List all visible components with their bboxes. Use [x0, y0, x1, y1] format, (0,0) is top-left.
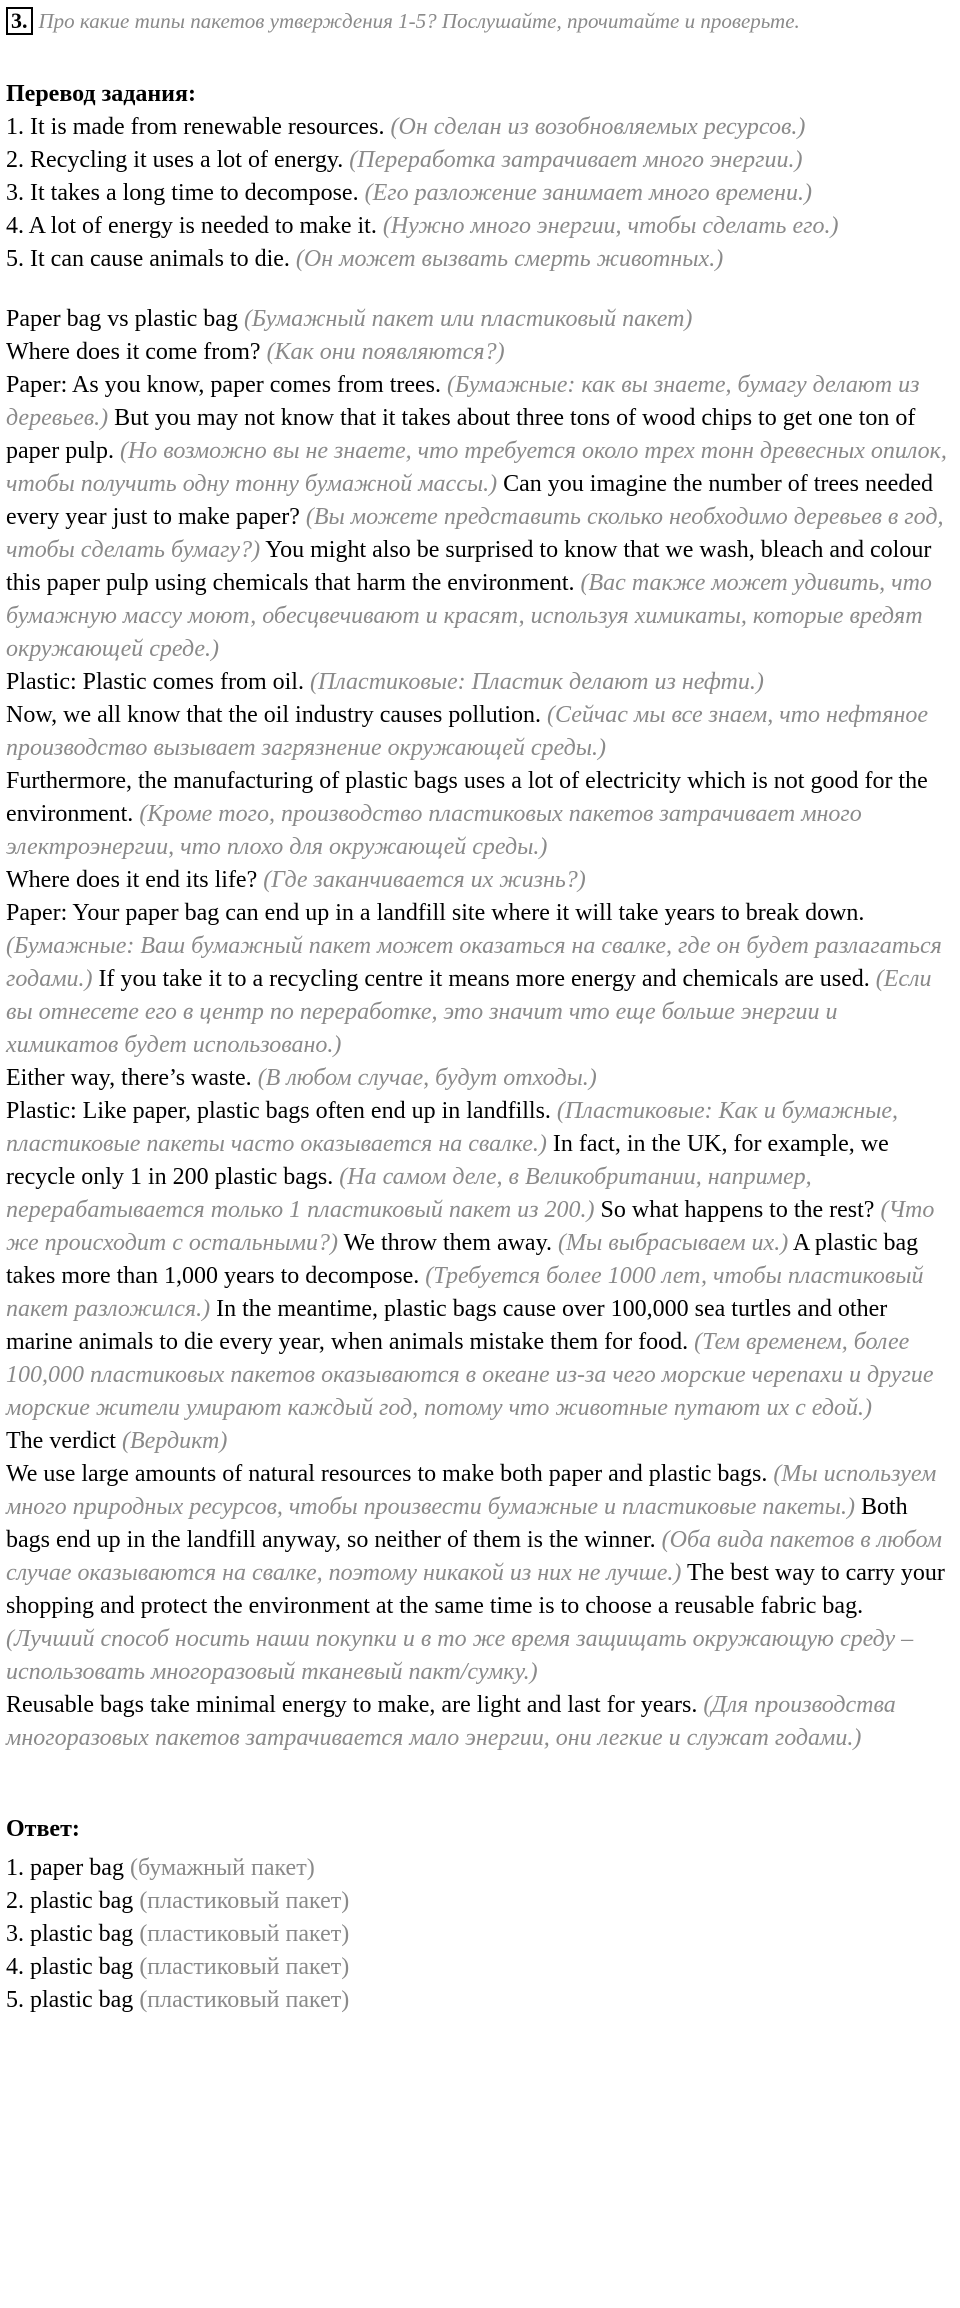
paragraph — [6, 1458, 954, 1689]
english-text: Plastic: Like paper, plastic bags often end up in landfills. — [6, 1098, 551, 1124]
english-text: Reusable bags take minimal energy to make, are light and last for years. — [6, 1692, 698, 1718]
english-text: Can you imagine the number of trees needed every year just to make paper? — [6, 471, 933, 530]
paragraph — [6, 897, 954, 1062]
section-heading — [6, 864, 954, 897]
english-text: In fact, in the UK, for example, we recycle only 1 in 200 plastic bags. — [6, 1131, 889, 1190]
english-text: 2. plastic bag — [6, 1888, 134, 1914]
english-text: Plastic: Plastic comes from oil. — [6, 669, 304, 695]
english-text: 1. It is made from renewable resources. — [6, 114, 385, 140]
paragraph — [6, 1689, 954, 1755]
translation-item — [6, 144, 954, 177]
english-text: 5. plastic bag — [6, 1987, 134, 2013]
english-text: Both bags end up in the landfill anyway, so neither of them is the winner. — [6, 1494, 908, 1553]
english-text: 2. Recycling it uses a lot of energy. — [6, 147, 344, 173]
english-text: If you take it to a recycling centre it means more energy and chemicals are used. — [98, 966, 870, 992]
russian-translation: (Вас также может удивить, что бумажную массу моют, обесцвечивают и красят, используя химикаты, которые вредят окружающей среде.) — [6, 570, 932, 662]
paragraph — [6, 1095, 954, 1425]
english-text: 1. paper bag — [6, 1855, 124, 1881]
answer-item — [6, 1852, 954, 1885]
article-text — [6, 303, 954, 1755]
english-text: 4. A lot of energy is needed to make it. — [6, 213, 377, 239]
english-text: Paper: As you know, paper comes from trees. — [6, 372, 441, 398]
translation-item — [6, 210, 954, 243]
russian-translation: (пластиковый пакет) — [139, 1921, 350, 1947]
russian-translation: (Вердикт) — [121, 1428, 228, 1454]
russian-translation: (Сейчас мы все знаем, что нефтяное производство вызывает загрязнение окружающей среды.) — [6, 702, 929, 761]
english-text: We use large amounts of natural resources to make both paper and plastic bags. — [6, 1461, 768, 1487]
task-instruction: Про какие типы пакетов утверждения 1-5? Послушайте, прочитайте и проверьте. — [38, 9, 800, 33]
russian-translation: (На самом деле, в Великобритании, например, перерабатывается только 1 пластиковый пакет из 200.) — [6, 1164, 812, 1223]
russian-translation: (Но возможно вы не знаете, что требуется около трех тонн древесных опилок, чтобы получить одну тонну бумажной массы.) — [6, 438, 947, 497]
section-heading — [6, 336, 954, 369]
russian-translation: (В любом случае, будут отходы.) — [257, 1065, 597, 1091]
task-number: 3. — [6, 7, 33, 35]
english-text: Furthermore, the manufacturing of plastic bags uses a lot of electricity which is not good for the environment. — [6, 768, 928, 827]
russian-translation: (Мы выбрасываем их.) — [558, 1230, 789, 1256]
english-text: 4. plastic bag — [6, 1954, 134, 1980]
russian-translation: (Лучший способ носить наши покупки и в то же время защищать окружающую среду – использовать многоразовый тканевый пакт/сумку.) — [6, 1626, 914, 1685]
russian-translation: (Как они появляются?) — [266, 339, 505, 365]
russian-translation: (Его разложение занимает много времени.) — [364, 180, 812, 206]
english-text: Where does it end its life? — [6, 867, 258, 893]
paragraph — [6, 765, 954, 864]
article-title — [6, 303, 954, 336]
english-text: Either way, there’s waste. — [6, 1065, 252, 1091]
russian-translation: (Что же происходит с остальными?) — [6, 1197, 935, 1256]
english-text: Paper bag vs plastic bag — [6, 306, 238, 332]
answer-item — [6, 1984, 954, 2017]
russian-translation: (Он может вызвать смерть животных.) — [295, 246, 724, 272]
translation-item — [6, 177, 954, 210]
english-text: Where does it come from? — [6, 339, 261, 365]
english-text: But you may not know that it takes about three tons of wood chips to get one ton of paper pulp. — [6, 405, 916, 464]
translation-item — [6, 243, 954, 276]
russian-translation: (Он сделан из возобновляемых ресурсов.) — [390, 114, 806, 140]
answer-heading: Ответ: — [6, 1816, 80, 1842]
russian-translation: (Мы используем много природных ресурсов, чтобы произвести бумажные и пластиковые пакеты.) — [6, 1461, 937, 1520]
russian-translation: (Переработка затрачивает много энергии.) — [349, 147, 803, 173]
russian-translation: (Где заканчивается их жизнь?) — [263, 867, 586, 893]
russian-translation: (Для производства многоразовых пакетов затрачивается мало энергии, они легкие и служат годами.) — [6, 1692, 896, 1751]
russian-translation: (пластиковый пакет) — [139, 1888, 350, 1914]
translation-list — [6, 111, 954, 276]
paragraph — [6, 1062, 954, 1095]
english-text: 3. plastic bag — [6, 1921, 134, 1947]
spacer — [6, 276, 954, 303]
russian-translation: (Требуется более 1000 лет, чтобы пластиковый пакет разложился.) — [6, 1263, 924, 1322]
english-text: So what happens to the rest? — [600, 1197, 875, 1223]
english-text: In the meantime, plastic bags cause over 100,000 sea turtles and other marine animals to die every year, when animals mistake them for food. — [6, 1296, 888, 1355]
task-header — [6, 6, 954, 36]
russian-translation: (пластиковый пакет) — [139, 1954, 350, 1980]
answer-item — [6, 1885, 954, 1918]
english-text: You might also be surprised to know that we wash, bleach and colour this paper pulp using chemicals that harm the environment. — [6, 537, 932, 596]
russian-translation: (Пластиковые: Пластик делают из нефти.) — [309, 669, 764, 695]
russian-translation: (Бумажные: как вы знаете, бумагу делают из деревьев.) — [6, 372, 920, 431]
section-heading — [6, 1425, 954, 1458]
answer-list — [6, 1852, 954, 2017]
paragraph — [6, 666, 954, 699]
english-text: Paper: Your paper bag can end up in a landfill site where it will take years to break down. — [6, 900, 865, 926]
english-text: The verdict — [6, 1428, 116, 1454]
russian-translation: (Вы можете представить сколько необходимо деревьев в год, чтобы сделать бумагу?) — [6, 504, 944, 563]
document-body — [6, 78, 954, 2017]
russian-translation: (Бумажные: Ваш бумажный пакет может оказаться на свалке, где он будет разлагаться годами.) — [6, 933, 942, 992]
russian-translation: (Пластиковые: Как и бумажные, пластиковые пакеты часто оказывается на свалке.) — [6, 1098, 899, 1157]
translation-heading: Перевод задания: — [6, 81, 196, 107]
russian-translation: (Кроме того, производство пластиковых пакетов затрачивает много электроэнергии, что плохо для окружающей среды.) — [6, 801, 862, 860]
answer-item — [6, 1951, 954, 1984]
russian-translation: (Тем временем, более 100,000 пластиковых пакетов оказываются в океане из-за чего морские черепахи и другие морские жители умирают каждый год, потому что животные путают их с едой.) — [6, 1329, 934, 1421]
russian-translation: (Оба вида пакетов в любом случае оказываются на свалке, поэтому никакой из них не лучше.) — [6, 1527, 942, 1586]
english-text: 3. It takes a long time to decompose. — [6, 180, 359, 206]
russian-translation: (Бумажный пакет или пластиковый пакет) — [243, 306, 693, 332]
english-text: We throw them away. — [343, 1230, 553, 1256]
english-text: Now, we all know that the oil industry causes pollution. — [6, 702, 542, 728]
russian-translation: (пластиковый пакет) — [139, 1987, 350, 2013]
english-text: A plastic bag takes more than 1,000 years to decompose. — [6, 1230, 919, 1289]
russian-translation: (Если вы отнесете его в центр по переработке, это значит что еще больше энергии и химикатов будет использовано.) — [6, 966, 932, 1058]
english-text: The best way to carry your shopping and protect the environment at the same time is to choose a reusable fabric bag. — [6, 1560, 945, 1619]
spacer — [6, 1755, 954, 1813]
paragraph — [6, 699, 954, 765]
russian-translation: (бумажный пакет) — [129, 1855, 315, 1881]
paragraph — [6, 369, 954, 666]
english-text: 5. It can cause animals to die. — [6, 246, 290, 272]
answer-item — [6, 1918, 954, 1951]
translation-item — [6, 111, 954, 144]
russian-translation: (Нужно много энергии, чтобы сделать его.) — [382, 213, 839, 239]
